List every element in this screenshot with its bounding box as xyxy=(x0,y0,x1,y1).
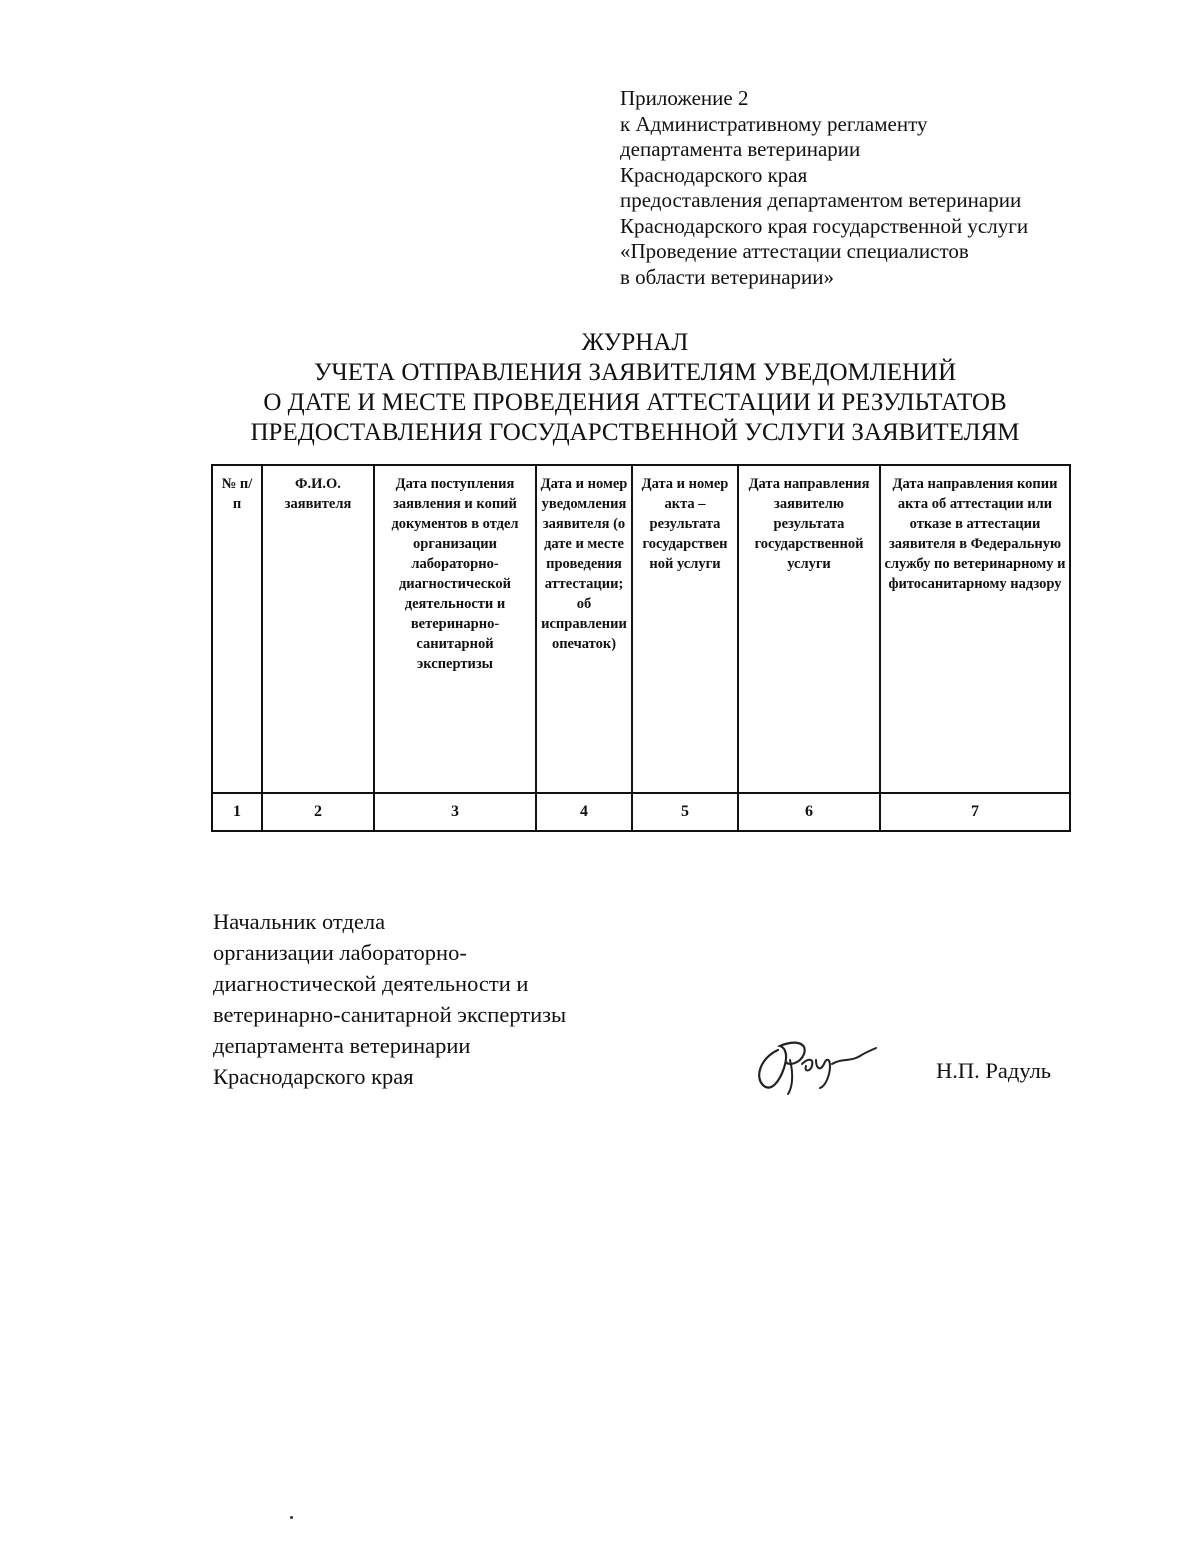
header-cell-notification xyxy=(536,465,632,793)
appendix-block xyxy=(620,86,1090,290)
header-text: Дата и номер уведомления заявителя (о дате и месте проведения аттестации; об исправлении опечаток) xyxy=(540,476,628,652)
header-text: Дата и номер акта – результата государственной услуги xyxy=(641,476,729,572)
appendix-line: Краснодарского края xyxy=(620,162,808,187)
title-line: ПРЕДОСТАВЛЕНИЯ ГОСУДАРСТВЕННОЙ УСЛУГИ ЗАЯВИТЕЛЯМ xyxy=(250,419,1020,446)
table-row xyxy=(212,793,1070,831)
header-text: Дата направления копии акта об аттестации или отказе в аттестации заявителя в Федеральную службу по ветеринарному и фитосанитарному надзору xyxy=(884,476,1066,592)
column-number-cell: 6 xyxy=(738,793,880,831)
column-number-cell: 2 xyxy=(262,793,374,831)
header-cell-result-sent xyxy=(738,465,880,793)
table-header-row xyxy=(212,465,1070,793)
header-text: Дата поступления заявления и копий документов в отдел организации лабораторно-диагностической деятельности и ветеринарно-санитарной экспертизы xyxy=(391,476,519,672)
title-line: ЖУРНАЛ xyxy=(581,329,689,356)
signer-name: Н.П. Радуль xyxy=(936,1058,1052,1083)
position-line: Начальник отдела xyxy=(213,909,386,934)
position-line: департамента ветеринарии xyxy=(213,1033,471,1058)
appendix-line: Краснодарского края государственной услуги xyxy=(620,213,1029,238)
header-cell-copy-sent xyxy=(880,465,1070,793)
scan-speck xyxy=(290,1516,293,1519)
header-cell-name xyxy=(262,465,374,793)
document-title xyxy=(150,328,1120,448)
signer-position xyxy=(213,906,566,1092)
title-line: О ДАТЕ И МЕСТЕ ПРОВЕДЕНИЯ АТТЕСТАЦИИ И РЕЗУЛЬТАТОВ xyxy=(263,389,1007,416)
appendix-line: предоставления департаментом ветеринарии xyxy=(620,188,1022,212)
header-text: Ф.И.О. заявителя xyxy=(284,476,352,512)
handwritten-signature xyxy=(750,1028,880,1098)
appendix-line: Приложение 2 xyxy=(620,86,749,110)
header-cell-act xyxy=(632,465,738,793)
position-line: диагностической деятельности и xyxy=(213,971,529,996)
header-text: Дата направления заявителю результата государственной услуги xyxy=(748,476,870,572)
column-number-cell: 3 xyxy=(374,793,536,831)
title-line: УЧЕТА ОТПРАВЛЕНИЯ ЗАЯВИТЕЛЯМ УВЕДОМЛЕНИЙ xyxy=(313,359,957,386)
position-line: организации лабораторно- xyxy=(213,940,467,965)
header-cell-number xyxy=(212,465,262,793)
appendix-line: «Проведение аттестации специалистов xyxy=(620,239,969,263)
header-cell-received-date xyxy=(374,465,536,793)
header-text: № п/п xyxy=(221,476,253,512)
column-number-cell: 4 xyxy=(536,793,632,831)
column-number-cell: 5 xyxy=(632,793,738,831)
appendix-line: в области ветеринарии» xyxy=(620,264,834,289)
column-number-cell: 7 xyxy=(880,793,1070,831)
position-line: ветеринарно-санитарной экспертизы xyxy=(213,1002,567,1027)
appendix-line: к Административному регламенту xyxy=(620,111,928,136)
position-line: Краснодарского края xyxy=(213,1064,414,1089)
journal-table xyxy=(211,464,1071,832)
column-number-cell: 1 xyxy=(212,793,262,831)
appendix-line: департамента ветеринарии xyxy=(620,137,861,161)
